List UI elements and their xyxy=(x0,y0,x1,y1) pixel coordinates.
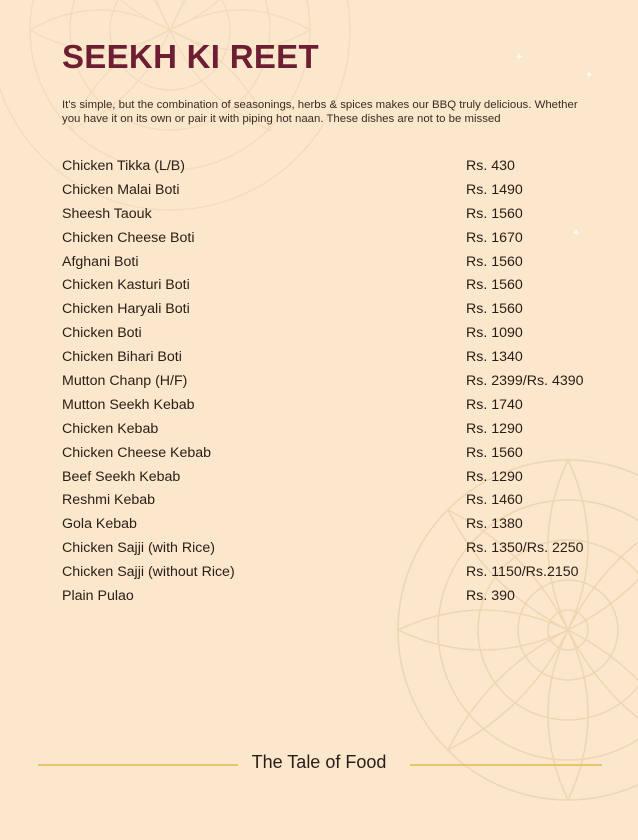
menu-item xyxy=(62,584,622,608)
menu-item xyxy=(62,465,622,489)
menu-item xyxy=(62,441,622,465)
menu-item-name: Gola Kebab xyxy=(62,516,137,533)
menu-item-price: Rs. 1560 xyxy=(466,444,523,461)
menu-item-price: Rs. 1490 xyxy=(466,181,523,198)
menu-item-name: Chicken Malai Boti xyxy=(62,181,180,198)
menu-list xyxy=(62,154,622,608)
menu-description: It's simple, but the combination of seasonings, herbs & spices makes our BBQ truly delicious. Whether you have it on its own or pair it with piping hot naan. These dishes are not to be missed xyxy=(62,99,578,125)
menu-item-price: Rs. 1460 xyxy=(466,492,523,509)
menu-item-name: Chicken Sajji (without Rice) xyxy=(62,564,235,581)
menu-item-name: Chicken Haryali Boti xyxy=(62,301,190,318)
menu-item-price: Rs. 1740 xyxy=(466,396,523,413)
footer-brand-text: The Tale of Food xyxy=(251,752,387,772)
menu-item-price: Rs. 1290 xyxy=(466,420,523,437)
menu-item xyxy=(62,250,622,274)
menu-item-name: Mutton Seekh Kebab xyxy=(62,396,195,413)
menu-item xyxy=(62,512,622,536)
menu-item xyxy=(62,273,622,297)
menu-item xyxy=(62,202,622,226)
footer-brand xyxy=(0,752,638,773)
menu-item-name: Reshmi Kebab xyxy=(62,492,156,509)
sparkle-icon: ✦ xyxy=(515,52,524,63)
menu-item-price: Rs. 1670 xyxy=(466,229,523,246)
menu-item-name: Afghani Boti xyxy=(62,253,139,270)
menu-item-price: Rs. 390 xyxy=(466,587,515,604)
menu-item-name: Chicken Cheese Boti xyxy=(62,229,195,246)
menu-item-price: Rs. 1560 xyxy=(466,301,523,318)
menu-item xyxy=(62,536,622,560)
menu-item xyxy=(62,178,622,202)
menu-item xyxy=(62,369,622,393)
menu-item-name: Chicken Kasturi Boti xyxy=(62,277,190,294)
menu-item-price: Rs. 1340 xyxy=(466,349,523,366)
menu-item xyxy=(62,321,622,345)
menu-item-name: Chicken Kebab xyxy=(62,420,159,437)
menu-item-price: Rs. 1560 xyxy=(466,253,523,270)
menu-item xyxy=(62,488,622,512)
menu-item-name: Beef Seekh Kebab xyxy=(62,468,181,485)
menu-item xyxy=(62,560,622,584)
menu-item-price: Rs. 1380 xyxy=(466,516,523,533)
menu-item xyxy=(62,226,622,250)
menu-item-name: Chicken Tikka (L/B) xyxy=(62,157,185,174)
menu-item-name: Chicken Sajji (with Rice) xyxy=(62,540,215,557)
menu-item xyxy=(62,393,622,417)
sparkle-icon: ✦ xyxy=(585,70,594,81)
menu-item-price: Rs. 1350/Rs. 2250 xyxy=(466,540,584,557)
page-title: SEEKH KI REET xyxy=(62,38,319,75)
menu-item-price: Rs. 1560 xyxy=(466,277,523,294)
menu-item xyxy=(62,345,622,369)
menu-item-name: Chicken Bihari Boti xyxy=(62,349,182,366)
menu-item xyxy=(62,297,622,321)
menu-item-name: Plain Pulao xyxy=(62,587,134,604)
menu-item-name: Chicken Cheese Kebab xyxy=(62,444,212,461)
menu-item-price: Rs. 430 xyxy=(466,157,515,174)
menu-item-price: Rs. 2399/Rs. 4390 xyxy=(466,372,584,389)
menu-item-price: Rs. 1560 xyxy=(466,205,523,222)
menu-item-price: Rs. 1150/Rs.2150 xyxy=(466,564,579,581)
menu-item-name: Mutton Chanp (H/F) xyxy=(62,372,188,389)
menu-item xyxy=(62,154,622,178)
menu-item-name: Sheesh Taouk xyxy=(62,205,152,222)
menu-item xyxy=(62,417,622,441)
menu-item-price: Rs. 1290 xyxy=(466,468,523,485)
menu-item-price: Rs. 1090 xyxy=(466,325,523,342)
menu-item-name: Chicken Boti xyxy=(62,325,142,342)
sparkle-icon: ✦ xyxy=(572,228,581,239)
